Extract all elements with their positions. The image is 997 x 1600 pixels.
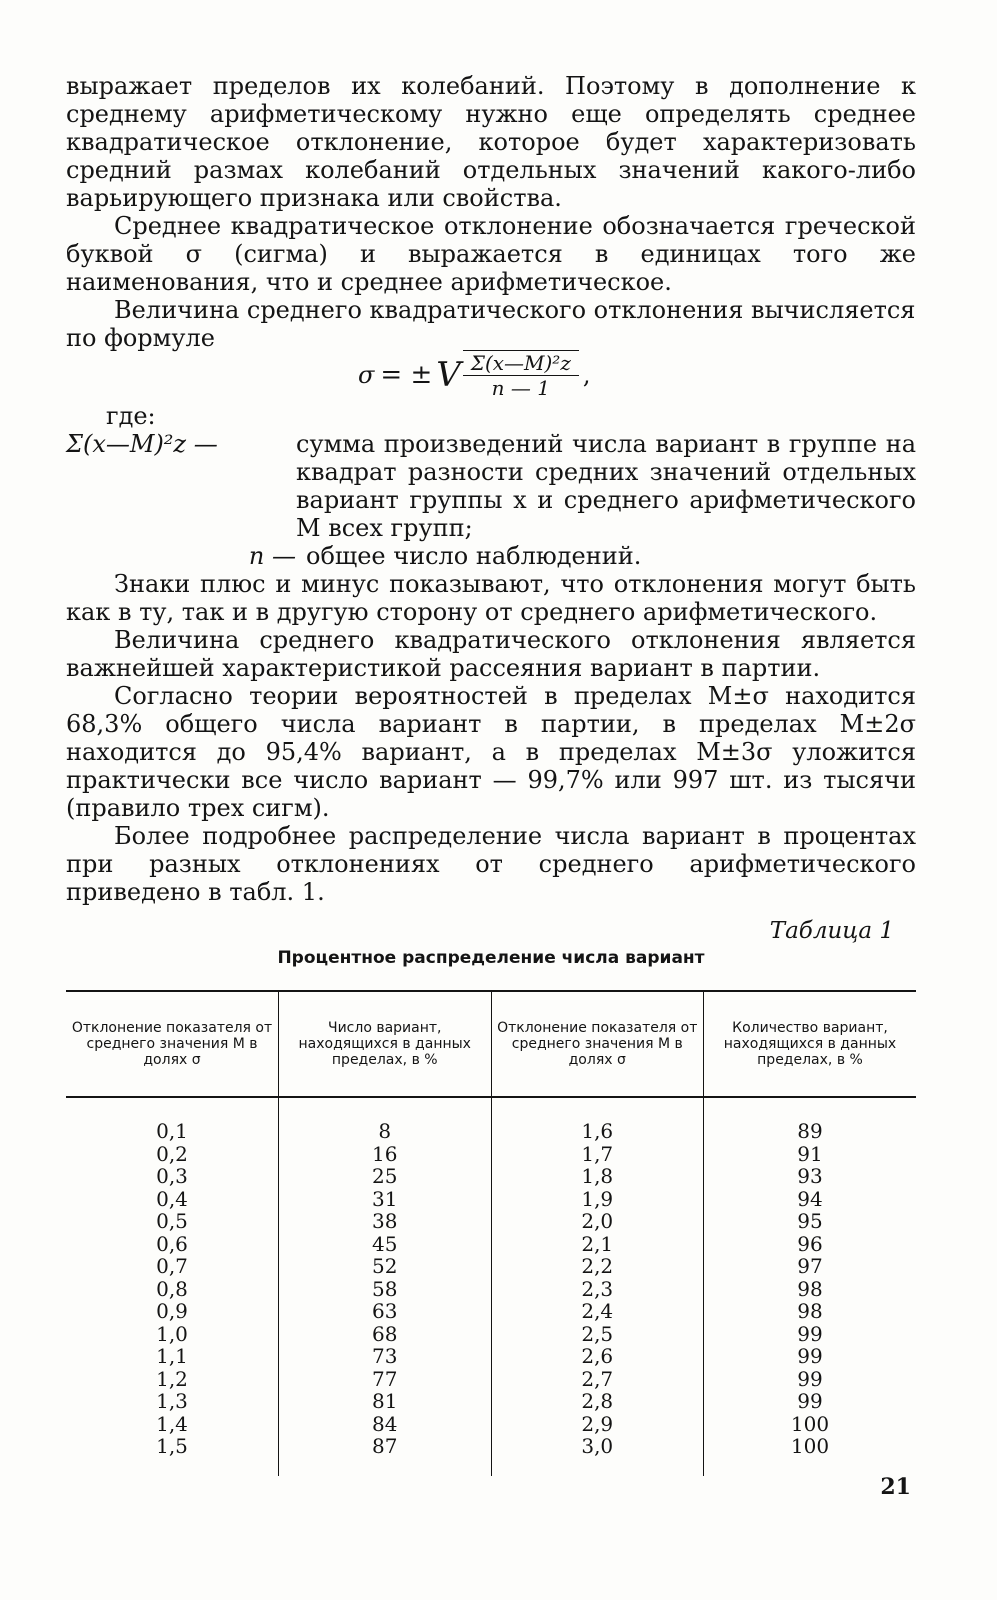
table-cell: 77 [279,1368,492,1391]
table-cell: 0,6 [66,1233,279,1256]
table-cell: 93 [797,1164,823,1188]
paragraph-3-continuation: по формуле [66,324,215,352]
table-cell: 38 [279,1210,492,1233]
paragraph-2: Среднее квадратическое отклонение обозначается греческой буквой σ (сигма) и выражается в единицах того же наименования, что и среднее арифметическое. [66,212,916,296]
table-cell: 99 [797,1366,823,1391]
table-row [66,1210,916,1233]
table-cell: 94 [797,1186,823,1211]
table-cell: 1,4 [66,1413,279,1436]
table-cell: 1,9 [491,1188,704,1211]
table-cell: 68 [279,1323,492,1346]
paragraph-6: Согласно теории вероятностей в пределах M±σ находится 68,3% общего числа вариант в партии, в пределах M±2σ находится до 95,4% вариант, а в пределах M±3σ уложится практически все число вариант — 99,7% или 997 шт. из тысячи (правило трех сигм). [66,682,916,822]
table-cell: 2,4 [491,1300,704,1323]
table-cell: 97 [797,1254,823,1278]
table-cell: 100 [790,1434,830,1458]
column-header-deviation-1: Отклонение показателя от среднего значения M в долях σ [66,991,279,1097]
table-cell: 96 [797,1231,823,1256]
formula-numerator: Σ(x—M)²z [463,350,579,376]
table-cell: 63 [279,1300,492,1323]
table-cell: 2,2 [491,1255,704,1278]
formula-denominator: n — 1 [491,376,550,400]
table-row [66,1278,916,1301]
table-cell: 0,9 [66,1300,279,1323]
square-root-icon: V [436,355,461,395]
definition-term: n — [248,542,296,570]
table-row [66,1188,916,1211]
table-cell: 99 [797,1389,823,1413]
table-cell: 99 [797,1321,823,1346]
table-row [66,1368,916,1391]
formula-operator: = ± [380,360,433,390]
paragraph-5: Величина среднего квадратического отклонения является важнейшей характеристикой рассеяния вариант в партии. [66,626,916,682]
table-title: Процентное распределение числа вариант [277,948,705,968]
formula-lhs: σ [358,361,375,389]
table-cell: 16 [279,1143,492,1166]
table-cell: 84 [279,1413,492,1436]
table-body [66,1097,916,1476]
table-cell: 2,9 [491,1413,704,1436]
column-header-deviation-2: Отклонение показателя от среднего значения M в долях σ [491,991,704,1097]
definition-item [66,430,916,542]
table-cell: 89 [797,1119,823,1143]
table-cell: 58 [279,1278,492,1301]
paragraph-7: Более подробнее распределение числа вариант в процентах при разных отклонениях от среднего арифметического приведено в табл. 1. [66,822,916,906]
table-cell: 45 [279,1233,492,1256]
sigma-formula [358,350,591,400]
table-cell: 1,1 [66,1345,279,1368]
column-header-percent-2: Количество вариант, находящихся в данных пределах, в % [704,991,917,1097]
table-cell: 0,2 [66,1143,279,1166]
table-cell: 0,1 [66,1097,279,1143]
table-cell: 0,7 [66,1255,279,1278]
table-cell: 2,0 [491,1210,704,1233]
table-cell: 52 [279,1255,492,1278]
table-cell: 81 [279,1390,492,1413]
table-cell: 100 [790,1411,830,1436]
table-cell: 73 [279,1345,492,1368]
table-cell: 3,0 [491,1435,704,1476]
table-row [66,1143,916,1166]
table-cell: 1,0 [66,1323,279,1346]
table-cell: 99 [797,1344,823,1368]
table-cell: 98 [797,1276,823,1301]
table-cell: 0,5 [66,1210,279,1233]
formula-fraction [463,350,579,400]
definition-term: Σ(x—M)²z — [66,430,218,458]
table-cell: 0,3 [66,1165,279,1188]
formula-comma: , [582,361,591,389]
table-row [66,1233,916,1256]
table-row [66,1345,916,1368]
table-row [66,1097,916,1143]
paragraph-1: выражает пределов их колебаний. Поэтому в дополнение к среднему арифметическому нужно еще определять среднее квадратическое отклонение, которое будет характеризовать средний размах колебаний отдельных значений какого-либо варьирующего признака или свойства. [66,72,916,212]
table-row [66,1390,916,1413]
table-cell: 2,7 [491,1368,704,1391]
table-cell: 1,7 [491,1143,704,1166]
table-cell: 2,8 [491,1390,704,1413]
table-row [66,1255,916,1278]
formula-row [66,324,916,402]
page-content [66,72,916,1476]
table-cell: 2,5 [491,1323,704,1346]
table-cell: 25 [279,1165,492,1188]
table-cell: 95 [797,1209,823,1233]
table-label: Таблица 1 [769,918,894,944]
table-cell: 1,2 [66,1368,279,1391]
table-header-row [66,991,916,1097]
table-cell: 98 [797,1299,823,1323]
table-row [66,1413,916,1436]
table-cell: 2,3 [491,1278,704,1301]
table-cell: 2,1 [491,1233,704,1256]
table-cell: 91 [797,1141,823,1166]
definition-description: общее число наблюдений. [306,542,642,570]
table-cell: 2,6 [491,1345,704,1368]
table-cell: 1,3 [66,1390,279,1413]
table-row [66,1323,916,1346]
definition-item [66,542,916,570]
table-cell: 0,4 [66,1188,279,1211]
where-label: где: [106,402,156,430]
definition-description: сумма произведений числа вариант в группе на квадрат разности средних значений отдельных вариант группы x и среднего арифметического M всех групп; [296,430,916,542]
table-cell: 0,8 [66,1278,279,1301]
table-cell: 1,6 [491,1097,704,1143]
table-cell: 87 [279,1435,492,1476]
table-cell: 1,8 [491,1165,704,1188]
paragraph-3: Величина среднего квадратического отклонения вычисляется [114,296,916,324]
paragraph-4: Знаки плюс и минус показывают, что отклонения могут быть как в ту, так и в другую сторону от среднего арифметического. [66,570,916,626]
page-number: 21 [880,1474,911,1500]
column-header-percent-1: Число вариант, находящихся в данных пределах, в % [279,991,492,1097]
table-cell: 1,5 [66,1435,279,1476]
table-row [66,1435,916,1476]
table-row [66,1300,916,1323]
table-cell: 31 [279,1188,492,1211]
table-row [66,1165,916,1188]
distribution-table [66,990,916,1476]
table-cell: 8 [279,1097,492,1143]
